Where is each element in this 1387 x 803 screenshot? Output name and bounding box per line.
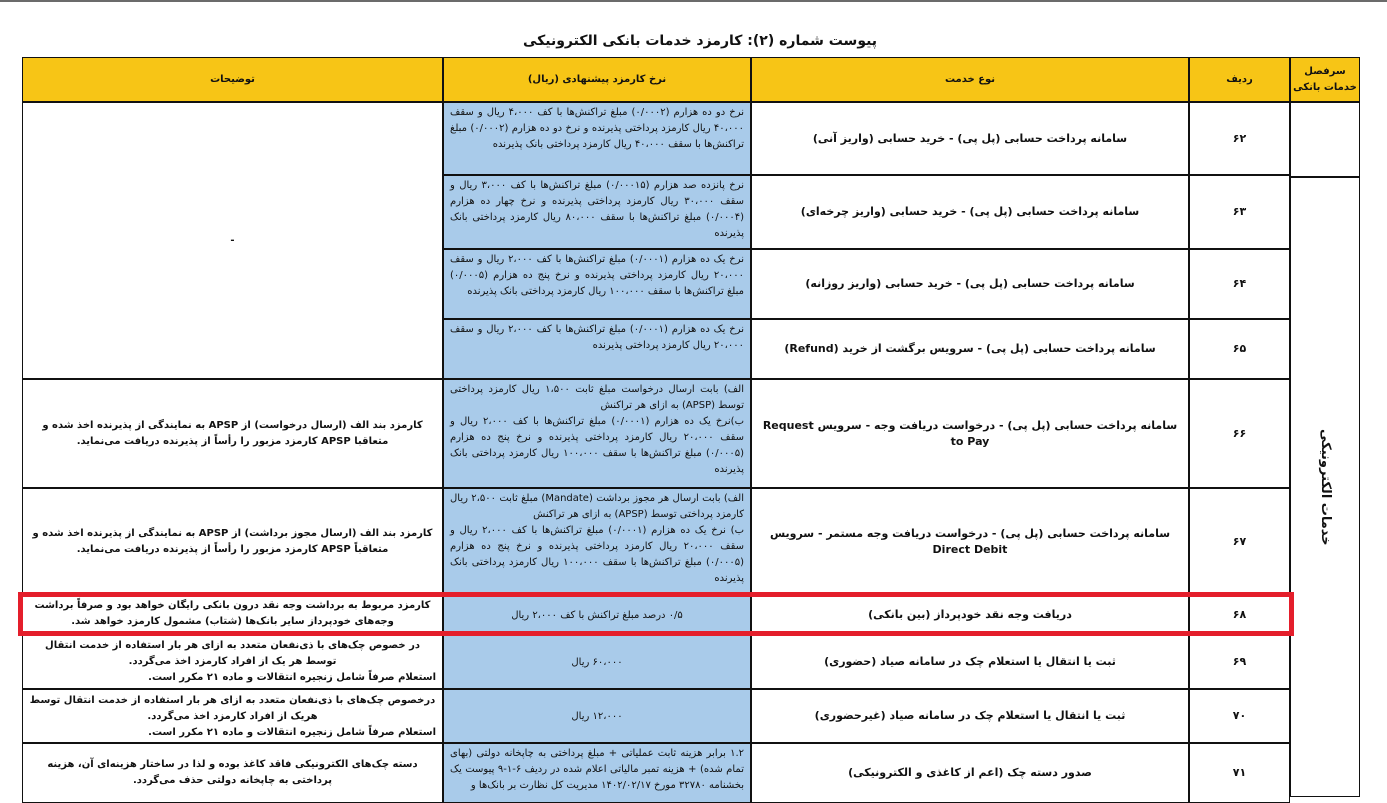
fee-rate: نرخ یک ده هزارم (۰/۰۰۰۱) مبلغ تراکنش‌ها با کف ۲،۰۰۰ ریال و سقف ۲۰،۰۰۰ ریال کارمزد پرداختی پذیرنده [443,319,751,379]
row-note: دسته چک‌های الکترونیکی فاقد کاغذ بوده و لذا در ساختار هزینه‌ای آن، هزینه پرداختی به چاپخانه دولتی حذف می‌گردد. [22,743,443,803]
note-line: استعلام صرفاً شامل زنجیره انتقالات و ماده ۲۱ مکرر است. [148,672,436,683]
header-category: سرفصل خدمات بانکی [1290,57,1360,102]
service-name: سامانه پرداخت حسابی (پل پی) - خرید حسابی (واریز چرخه‌ای) [751,175,1189,249]
note-line: در خصوص چک‌های با ذی‌نفعان متعدد به ازای هر بار استفاده از خدمت انتقال توسط هر یک از افراد کارمزد اخذ می‌گردد. [45,640,420,667]
header-fee-rate: نرخ کارمزد پیشنهادی (ریال) [443,57,751,102]
row-number: ۷۱ [1189,743,1290,803]
row-number: ۶۹ [1189,634,1290,689]
service-name: ثبت یا انتقال یا استعلام چک در سامانه صیاد (غیرحضوری) [751,689,1189,743]
row-number: ۷۰ [1189,689,1290,743]
note-line: استعلام صرفاً شامل زنجیره انتقالات و ماده ۲۱ مکرر است. [148,726,436,738]
service-name: دریافت وجه نقد خودپرداز (بین بانکی) [751,596,1189,634]
row-note [22,689,443,743]
fee-rate: ۰/۵ درصد مبلغ تراکنش با کف ۲،۰۰۰ ریال [443,596,751,634]
fee-rate-part-a: الف) بابت ارسال هر مجوز برداشت (Mandate) مبلغ ثابت ۲،۵۰۰ ریال کارمزد پرداختی توسط (APSP) به ازای هر تراکنش [450,493,744,520]
top-border-line [0,0,1387,2]
category-label: خدمات الکترونیکی [1318,428,1333,546]
service-name: سامانه پرداخت حسابی (پل پی) - درخواست دریافت وجه مستمر - سرویس Direct Debit [751,488,1189,596]
fee-rate [443,379,751,488]
category-cell-empty [1290,102,1360,177]
shared-note: - [22,102,443,379]
row-number: ۶۸ [1189,596,1290,634]
row-note: کارمزد بند الف (ارسال درخواست) از APSP به نمایندگی از پذیرنده اخذ شده و متعاقبا APSP کارمزد مزبور را رأساً از پذیرنده دریافت می‌نماید. [22,379,443,488]
row-note [22,634,443,689]
fee-rate: نرخ دو ده هزارم (۰/۰۰۰۲) مبلغ تراکنش‌ها با کف ۴،۰۰۰ ریال و سقف ۴۰،۰۰۰ ریال کارمزد پرداختی پذیرنده و نرخ دو ده هزارم (۰/۰۰۰۲) مبلغ تراکنش‌ها با سقف ۴۰،۰۰۰ ریال کارمزد پرداختی بانک پذیرنده [443,102,751,175]
service-name: سامانه پرداخت حسابی (پل پی) - درخواست دریافت وجه - سرویس Request to Pay [751,379,1189,488]
service-name: ثبت یا انتقال یا استعلام چک در سامانه صیاد (حضوری) [751,634,1189,689]
row-number: ۶۷ [1189,488,1290,596]
fee-rate-part-b: ب) نرخ یک ده هزارم (۰/۰۰۰۱) مبلغ تراکنش‌ها با کف ۲،۰۰۰ ریال و سقف ۲۰،۰۰۰ ریال کارمزد پرداختی پذیرنده و نرخ پنج ده هزارم (۰/۰۰۰۵) مبلغ تراکنش‌ها با سقف ۱۰۰،۰۰۰ ریال کارمزد پرداختی بانک پذیرنده [450,525,745,584]
service-name: سامانه پرداخت حسابی (پل پی) - خرید حسابی (واریز روزانه) [751,249,1189,319]
row-number: ۶۵ [1189,319,1290,379]
category-cell-electronic [1290,177,1360,797]
row-number: ۶۳ [1189,175,1290,249]
fee-rate: ۱۲،۰۰۰ ریال [443,689,751,743]
fee-rate-part-a: الف) بابت ارسال درخواست مبلغ ثابت ۱،۵۰۰ ریال کارمزد پرداختی توسط (APSP) به ازای هر تراکنش [450,384,744,411]
note-line: درخصوص چک‌های با ذی‌نفعان متعدد به ازای هر بار استفاده از خدمت انتقال توسط هریک از افراد کارمزد اخذ می‌گردد. [29,694,436,722]
header-service-type: نوع خدمت [751,57,1189,102]
service-name: سامانه پرداخت حسابی (پل پی) - خرید حسابی (واریز آنی) [751,102,1189,175]
service-name: صدور دسته چک (اعم از کاغذی و الکترونیکی) [751,743,1189,803]
row-number: ۶۴ [1189,249,1290,319]
page-title: پیوست شماره (۲): کارمزد خدمات بانکی الکترونیکی [522,33,878,49]
fee-rate: ۶۰،۰۰۰ ریال [443,634,751,689]
row-number: ۶۲ [1189,102,1290,175]
fee-rate: نرخ پانزده صد هزارم (۰/۰۰۰۱۵) مبلغ تراکنش‌ها با کف ۳،۰۰۰ ریال و سقف ۳۰،۰۰۰ ریال کارمزد پرداختی پذیرنده و نرخ چهار ده هزارم (۰/۰۰۰۴) مبلغ تراکنش‌ها با سقف ۸۰،۰۰۰ ریال کارمزد پرداختی بانک پذیرنده [443,175,751,249]
header-notes: توضیحات [22,57,443,102]
fee-rate [443,488,751,596]
fee-rate: ۱.۲ برابر هزینه ثابت عملیاتی + مبلغ پرداختی به چاپخانه دولتی (بهای تمام شده) + هزینه تمبر مالیاتی اعلام شده در ردیف ۶-۱-۹ پیوست یک بخشنامه ۳۲۷۸۰ مورخ ۱۴۰۲/۰۲/۱۷ مدیریت کل نظارت بر بانک‌ها و [443,743,751,803]
header-row-number: ردیف [1189,57,1290,102]
row-note: کارمزد بند الف (ارسال مجوز برداشت) از APSP به نمایندگی از پذیرنده اخذ شده و متعاقباً APSP کارمزد مزبور را رأساً از پذیرنده دریافت می‌نماید. [22,488,443,596]
row-number: ۶۶ [1189,379,1290,488]
fee-rate: نرخ یک ده هزارم (۰/۰۰۰۱) مبلغ تراکنش‌ها با کف ۲،۰۰۰ ریال و سقف ۲۰،۰۰۰ ریال کارمزد پرداختی پذیرنده و نرخ پنج ده هزارم (۰/۰۰۰۵) مبلغ تراکنش‌ها با سقف ۱۰۰،۰۰۰ ریال کارمزد پرداختی بانک پذیرنده [443,249,751,319]
service-name: سامانه پرداخت حسابی (پل پی) - سرویس برگشت از خرید (Refund) [751,319,1189,379]
fee-rate-part-b: ب)نرخ یک ده هزارم (۰/۰۰۰۱) مبلغ تراکنش‌ها با کف ۲،۰۰۰ ریال و سقف ۲۰،۰۰۰ ریال کارمزد پرداختی پذیرنده و نرخ پنج ده هزارم (۰/۰۰۰۵) مبلغ تراکنش‌ها با سقف ۱۰۰،۰۰۰ ریال کارمزد پرداختی بانک پذیرنده [450,416,745,475]
row-note: کارمزد مربوط به برداشت وجه نقد درون بانکی رایگان خواهد بود و صرفاً برداشت وجه‌های خودپرداز سایر بانک‌ها (شتاب) مشمول کارمزد خواهد شد. [22,596,443,634]
